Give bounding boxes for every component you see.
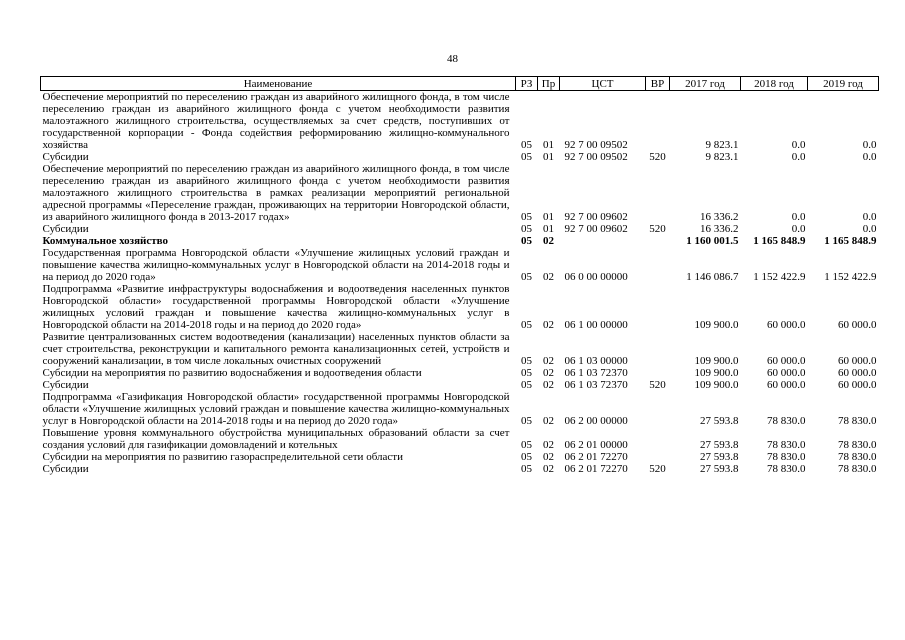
cell-name: Обеспечение мероприятий по переселению граждан из аварийного жилищного фонда, в том числе переселению граждан из аварийного жилищного фонда с учетом необходимости развития малоэтажного жилищного строительства в рамках реализации мероприятий региональной адресной программы «Переселение граждан, проживающих на территории Новгородской области, из аварийного жилищного фонда в 2013-2017 годах» xyxy=(42,163,510,223)
cell-name: Субсидии на мероприятия по развитию газораспределительной сети области xyxy=(42,451,403,463)
table-row xyxy=(41,427,879,451)
cell-2019: 60 000.0 xyxy=(838,319,877,331)
table-row xyxy=(41,367,879,379)
column-header-2017: 2017 год xyxy=(670,77,741,91)
cell-2017: 1 160 001.5 xyxy=(686,235,739,247)
column-header-2018: 2018 год xyxy=(741,77,808,91)
cell-name: Развитие централизованных систем водоотведения (канализации) населенных пунктов области за счет строительства, реконструкции и капитального ремонта канализационных сетей, устройств и сооружений канализации, в том числе локальных очистных сооружений xyxy=(42,331,510,367)
cell-rz: 05 xyxy=(521,367,532,379)
cell-name: Субсидии xyxy=(42,151,89,163)
cell-cst: 06 2 01 72270 xyxy=(564,451,628,463)
table-row xyxy=(41,151,879,163)
cell-vr xyxy=(646,247,670,283)
cell-rz: 05 xyxy=(521,451,532,463)
cell-pr: 02 xyxy=(543,367,554,379)
cell-vr: 520 xyxy=(649,463,666,475)
cell-2018: 0.0 xyxy=(791,151,806,163)
cell-2018: 0.0 xyxy=(791,223,806,235)
cell-rz: 05 xyxy=(521,235,532,247)
cell-rz: 05 xyxy=(521,139,532,151)
cell-rz: 05 xyxy=(521,355,532,367)
cell-2019: 1 165 848.9 xyxy=(824,235,877,247)
cell-2018: 78 830.0 xyxy=(767,463,806,475)
cell-rz: 05 xyxy=(521,211,532,223)
cell-cst: 06 1 03 72370 xyxy=(564,367,628,379)
cell-name: Подпрограмма «Развитие инфраструктуры водоснабжения и водоотведения населенных пунктов Новгородской области» государственной программы Новгородской области «Улучшение жилищных условий граждан и повышение качества жилищно-коммунальных услуг в Новгородской области на 2014-2018 годы и на период до 2020 года» xyxy=(42,283,510,331)
cell-name: Повышение уровня коммунального обустройства муниципальных образований области за счет создания условий для газификации домовладений и котельных xyxy=(42,427,510,451)
cell-cst: 92 7 00 09602 xyxy=(564,223,628,235)
cell-2017: 109 900.0 xyxy=(694,379,739,391)
cell-name: Субсидии xyxy=(42,463,89,475)
cell-vr: 520 xyxy=(649,379,666,391)
cell-2018: 78 830.0 xyxy=(767,451,806,463)
cell-2019: 60 000.0 xyxy=(838,355,877,367)
table-row xyxy=(41,247,879,283)
table-row xyxy=(41,235,879,247)
table-body xyxy=(41,91,879,476)
column-header-2019: 2019 год xyxy=(808,77,879,91)
cell-pr: 01 xyxy=(543,211,554,223)
cell-pr: 02 xyxy=(543,271,554,283)
cell-rz: 05 xyxy=(521,319,532,331)
cell-cst: 06 1 00 00000 xyxy=(564,319,628,331)
table-row xyxy=(41,283,879,331)
table-row xyxy=(41,451,879,463)
cell-rz: 05 xyxy=(521,271,532,283)
cell-2017: 109 900.0 xyxy=(694,319,739,331)
cell-name: Коммунальное хозяйство xyxy=(42,235,169,247)
cell-2018: 0.0 xyxy=(791,139,806,151)
cell-vr: 520 xyxy=(649,223,666,235)
cell-vr xyxy=(646,331,670,367)
page-number: 48 xyxy=(447,53,458,65)
cell-2017: 109 900.0 xyxy=(694,355,739,367)
cell-2017: 27 593.8 xyxy=(700,439,739,451)
table-header-row xyxy=(41,77,879,91)
cell-pr: 01 xyxy=(543,151,554,163)
cell-name: Субсидии xyxy=(42,379,89,391)
cell-rz: 05 xyxy=(521,415,532,427)
cell-2018: 60 000.0 xyxy=(767,319,806,331)
cell-2017: 9 823.1 xyxy=(705,139,739,151)
cell-vr xyxy=(646,283,670,331)
cell-2019: 0.0 xyxy=(862,211,877,223)
cell-rz: 05 xyxy=(521,151,532,163)
cell-cst xyxy=(560,235,646,247)
cell-cst: 06 2 00 00000 xyxy=(564,415,628,427)
cell-vr xyxy=(646,235,670,247)
cell-vr xyxy=(646,451,670,463)
cell-pr: 02 xyxy=(543,415,554,427)
cell-2018: 0.0 xyxy=(791,211,806,223)
cell-cst: 92 7 00 09502 xyxy=(564,151,628,163)
cell-2017: 109 900.0 xyxy=(694,367,739,379)
table-row xyxy=(41,331,879,367)
cell-2019: 60 000.0 xyxy=(838,367,877,379)
cell-2019: 1 152 422.9 xyxy=(824,271,877,283)
cell-2018: 60 000.0 xyxy=(767,379,806,391)
cell-pr: 02 xyxy=(543,355,554,367)
cell-rz: 05 xyxy=(521,223,532,235)
cell-2017: 27 593.8 xyxy=(700,463,739,475)
cell-2018: 60 000.0 xyxy=(767,367,806,379)
cell-vr xyxy=(646,91,670,152)
table-row xyxy=(41,163,879,223)
cell-2019: 60 000.0 xyxy=(838,379,877,391)
cell-2019: 78 830.0 xyxy=(838,415,877,427)
cell-2019: 0.0 xyxy=(862,151,877,163)
cell-2019: 78 830.0 xyxy=(838,439,877,451)
cell-rz: 05 xyxy=(521,463,532,475)
cell-cst: 06 1 03 72370 xyxy=(564,379,628,391)
table-row xyxy=(41,463,879,475)
cell-cst: 06 1 03 00000 xyxy=(564,355,628,367)
cell-vr xyxy=(646,367,670,379)
column-header-cst: ЦСТ xyxy=(560,77,646,91)
cell-cst: 92 7 00 09502 xyxy=(564,139,628,151)
table-row xyxy=(41,379,879,391)
cell-name: Государственная программа Новгородской области «Улучшение жилищных условий граждан и повышение качества жилищно-коммунальных услуг в Новгородской области на 2014-2018 годы и на период до 2020 года» xyxy=(42,247,510,283)
cell-2019: 78 830.0 xyxy=(838,463,877,475)
cell-name: Субсидии xyxy=(42,223,89,235)
cell-2018: 60 000.0 xyxy=(767,355,806,367)
cell-2018: 78 830.0 xyxy=(767,439,806,451)
cell-rz: 05 xyxy=(521,439,532,451)
cell-2017: 27 593.8 xyxy=(700,451,739,463)
cell-pr: 02 xyxy=(543,235,554,247)
cell-cst: 06 2 01 72270 xyxy=(564,463,628,475)
cell-2019: 78 830.0 xyxy=(838,451,877,463)
column-header-vr: ВР xyxy=(646,77,670,91)
cell-vr: 520 xyxy=(649,151,666,163)
column-header-rz: РЗ xyxy=(516,77,538,91)
cell-cst: 06 2 01 00000 xyxy=(564,439,628,451)
cell-2018: 1 152 422.9 xyxy=(753,271,806,283)
cell-2017: 27 593.8 xyxy=(700,415,739,427)
cell-2017: 16 336.2 xyxy=(700,211,739,223)
cell-2017: 1 146 086.7 xyxy=(686,271,739,283)
cell-cst: 92 7 00 09602 xyxy=(564,211,628,223)
cell-name: Субсидии на мероприятия по развитию водоснабжения и водоотведения области xyxy=(42,367,422,379)
cell-2018: 78 830.0 xyxy=(767,415,806,427)
budget-table xyxy=(40,76,879,475)
cell-name: Подпрограмма «Газификация Новгородской области» государственной программы Новгородской области «Улучшение жилищных условий граждан и повышение качества жилищно-коммунальных услуг в Новгородской области на 2014-2018 годы и на период до 2020 года» xyxy=(42,391,510,427)
column-header-pr: Пр xyxy=(538,77,560,91)
cell-cst: 06 0 00 00000 xyxy=(564,271,628,283)
cell-pr: 02 xyxy=(543,451,554,463)
cell-2017: 9 823.1 xyxy=(705,151,739,163)
cell-pr: 02 xyxy=(543,439,554,451)
cell-2019: 0.0 xyxy=(862,139,877,151)
cell-name: Обеспечение мероприятий по переселению граждан из аварийного жилищного фонда, в том числе переселению граждан из аварийного жилищного фонда с учетом необходимости развития малоэтажного жилищного строительства, осуществляемых за счет средств, поступивших от государственной корпорации - Фонда содействия реформированию жилищно-коммунального хозяйства xyxy=(42,91,510,151)
cell-pr: 01 xyxy=(543,223,554,235)
cell-2017: 16 336.2 xyxy=(700,223,739,235)
table-row xyxy=(41,91,879,152)
cell-2018: 1 165 848.9 xyxy=(753,235,806,247)
cell-pr: 02 xyxy=(543,379,554,391)
cell-pr: 02 xyxy=(543,319,554,331)
cell-pr: 02 xyxy=(543,463,554,475)
column-header-name: Наименование xyxy=(41,77,516,91)
cell-vr xyxy=(646,391,670,427)
cell-pr: 01 xyxy=(543,139,554,151)
table-row xyxy=(41,391,879,427)
cell-vr xyxy=(646,163,670,223)
cell-rz: 05 xyxy=(521,379,532,391)
table-row xyxy=(41,223,879,235)
cell-vr xyxy=(646,427,670,451)
cell-2019: 0.0 xyxy=(862,223,877,235)
